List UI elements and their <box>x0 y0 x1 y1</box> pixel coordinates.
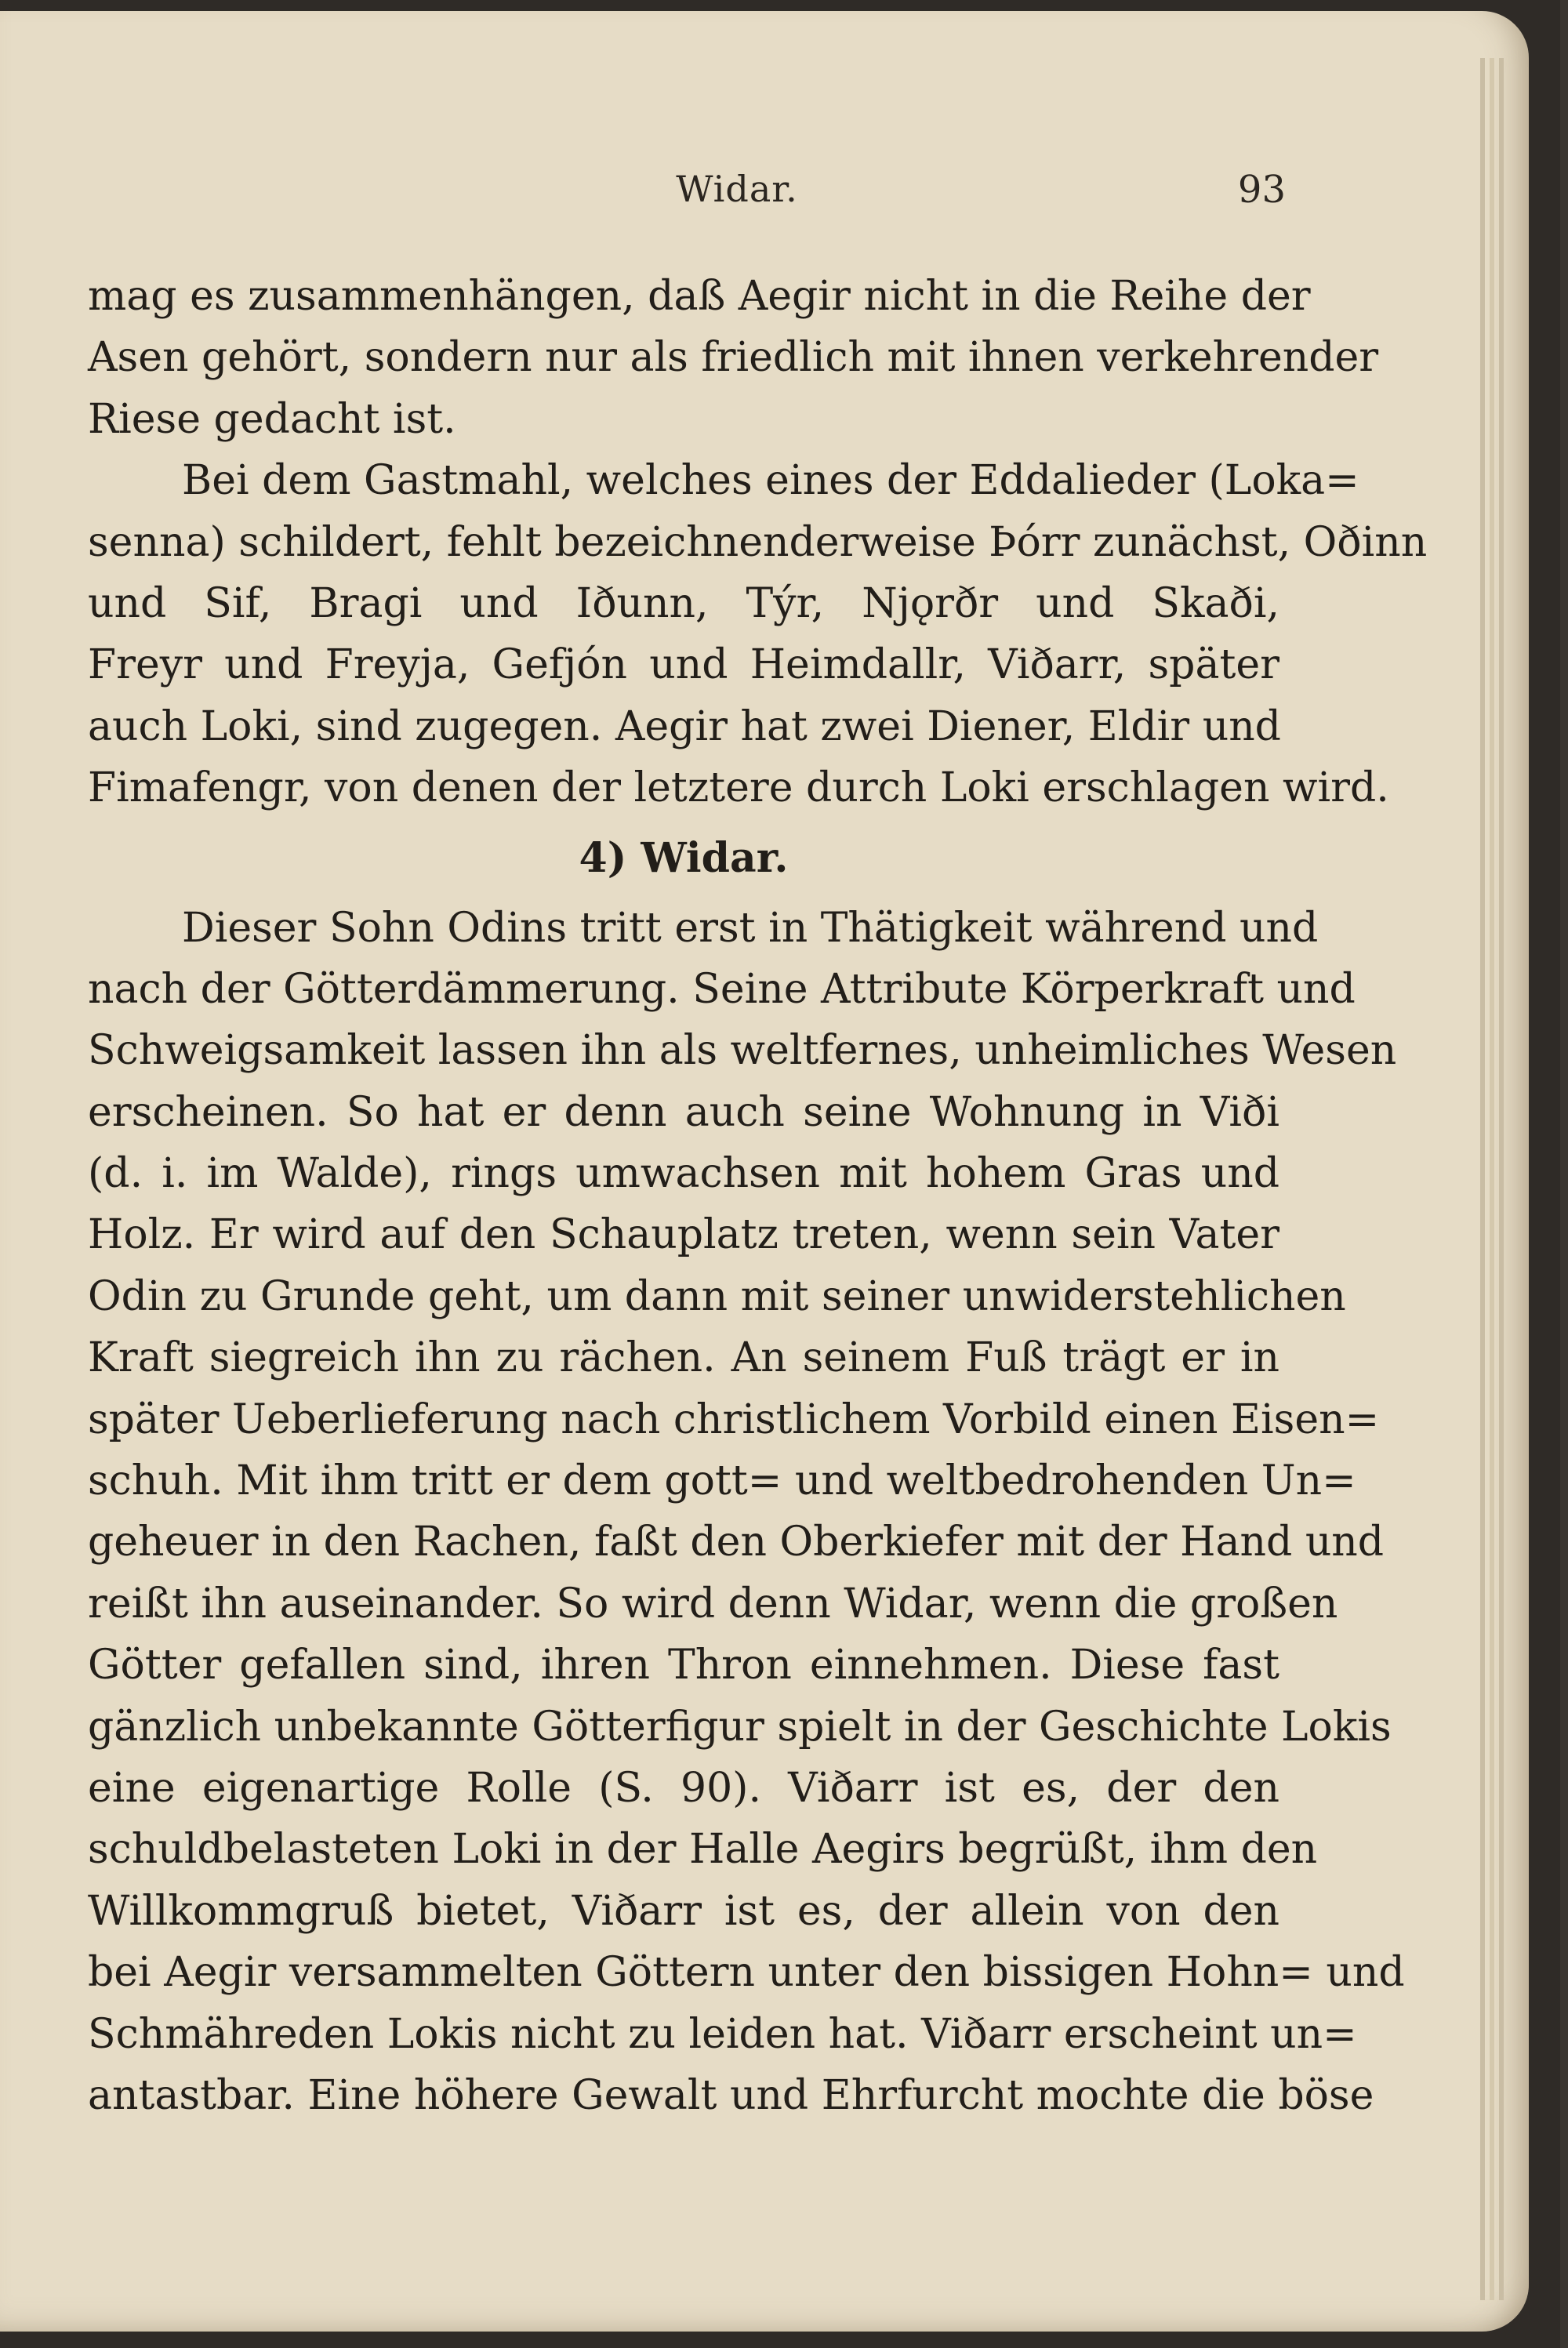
page-edge <box>1480 58 1485 2300</box>
text-line: später Ueberlieferung nach christlichem Vorbild einen Eisen= <box>88 1395 1380 1443</box>
text-line: Freyr und Freyja, Gefjón und Heimdallr, Viðarr, später <box>88 641 1279 689</box>
text-line: mag es zusammenhängen, daß Aegir nicht in die Reihe der <box>88 273 1311 320</box>
text-line: reißt ihn auseinander. So wird denn Widar, wenn die großen <box>88 1580 1338 1628</box>
text-line: Schmähreden Lokis nicht zu leiden hat. Viðarr erscheint un= <box>88 2010 1357 2058</box>
text-line: nach der Götterdämmerung. Seine Attribute Körperkraft und <box>88 965 1356 1013</box>
page-edge <box>1499 58 1504 2300</box>
text-line: Riese gedacht ist. <box>88 395 456 443</box>
text-line: Götter gefallen sind, ihren Thron einnehmen. Diese fast <box>88 1642 1279 1689</box>
text-line: geheuer in den Rachen, faßt den Oberkiefer mit der Hand und <box>88 1519 1385 1566</box>
text-line: Fimafengr, von denen der letztere durch Loki erschlagen wird. <box>88 764 1389 812</box>
text-line: Willkommgruß bietet, Viðarr ist es, der allein von den <box>88 1887 1279 1935</box>
text-line: schuldbelasteten Loki in der Halle Aegirs begrüßt, ihm den <box>88 1826 1318 1874</box>
text-line: und Sif, Bragi und Iðunn, Týr, Njǫrðr und Skaði, <box>88 579 1279 627</box>
text-line: auch Loki, sind zugegen. Aegir hat zwei Diener, Eldir und <box>88 702 1281 750</box>
text-line: gänzlich unbekannte Götterfigur spielt in der Geschichte Lokis <box>88 1703 1392 1751</box>
text-line: Schweigsamkeit lassen ihn als weltfernes, unheimliches Wesen <box>88 1027 1397 1075</box>
text-line: Odin zu Grunde geht, um dann mit seiner unwiderstehlichen <box>88 1272 1346 1320</box>
text-line: schuh. Mit ihm tritt er dem gott= und weltbedrohenden Un= <box>88 1457 1356 1505</box>
text-line: Asen gehört, sondern nur als friedlich mit ihnen verkehrender <box>88 334 1379 382</box>
text-line: antastbar. Eine höhere Gewalt und Ehrfurcht mochte die böse <box>88 2071 1374 2119</box>
text-line: erscheinen. So hat er denn auch seine Wohnung in Viði <box>88 1088 1279 1136</box>
page-number: 93 <box>1237 168 1286 212</box>
text-line: Kraft siegreich ihn zu rächen. An seinem Fuß trägt er in <box>88 1334 1279 1382</box>
text-line: senna) schildert, fehlt bezeichnenderweise Þórr zunächst, Oðinn <box>88 518 1428 566</box>
text-line: (d. i. im Walde), rings umwachsen mit hohem Gras und <box>88 1150 1279 1198</box>
page-edge <box>1490 58 1494 2300</box>
section-heading: 4) Widar. <box>579 833 789 882</box>
text-line: Bei dem Gastmahl, welches eines der Eddalieder (Loka= <box>182 457 1359 505</box>
book-page <box>0 11 1529 2332</box>
body-text <box>88 266 1428 2126</box>
running-title: Widar. <box>676 168 798 210</box>
text-line: eine eigenartige Rolle (S. 90). Viðarr ist es, der den <box>88 1764 1279 1812</box>
text-line: Holz. Er wird auf den Schauplatz treten, wenn sein Vater <box>88 1211 1279 1259</box>
text-line: Dieser Sohn Odins tritt erst in Thätigkeit während und <box>182 904 1319 952</box>
text-line: bei Aegir versammelten Göttern unter den bissigen Hohn= und <box>88 1949 1405 1997</box>
page-header <box>0 168 1529 230</box>
